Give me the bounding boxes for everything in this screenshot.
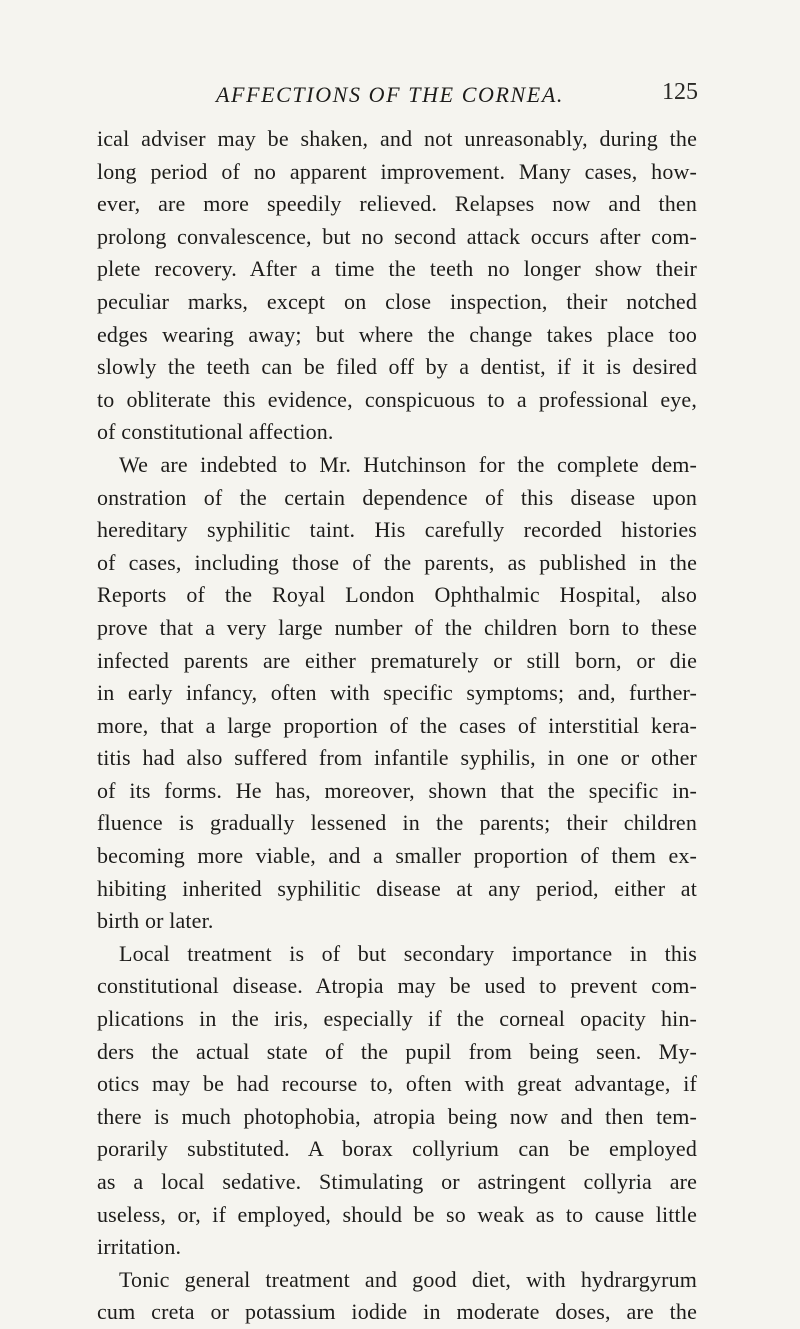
running-head: AFFECTIONS OF THE CORNEA. — [216, 82, 564, 107]
paragraph — [97, 1264, 697, 1329]
text-line: prolong convalescence, but no second attack occurs after com- — [97, 223, 697, 249]
text-line: onstration of the certain dependence of this disease upon — [97, 484, 697, 510]
text-line: titis had also suffered from infantile syphilis, in one or other — [97, 745, 697, 771]
text-line: of constitutional affection. — [97, 419, 334, 445]
paragraph — [97, 938, 697, 1264]
paragraph — [97, 449, 697, 938]
text-line: infected parents are either prematurely or still born, or die — [97, 647, 697, 673]
text-line: We are indebted to Mr. Hutchinson for the complete dem- — [119, 451, 697, 477]
text-line: plications in the iris, especially if the corneal opacity hin- — [97, 1006, 697, 1032]
text-line: ical adviser may be shaken, and not unreasonably, during the — [97, 126, 697, 151]
text-line: hibiting inherited syphilitic disease at any period, either at — [97, 875, 697, 901]
text-line: peculiar marks, except on close inspection, their notched — [97, 288, 697, 314]
text-line: fluence is gradually lessened in the parents; their children — [97, 810, 697, 836]
text-line: irritation. — [97, 1234, 182, 1260]
text-line: more, that a large proportion of the cases of interstitial kera- — [97, 712, 697, 738]
text-line: Tonic general treatment and good diet, with hydrargyrum — [119, 1266, 697, 1292]
text-line: Reports of the Royal London Ophthalmic Hospital, also — [97, 582, 697, 608]
text-line: edges wearing away; but where the change takes place too — [97, 321, 697, 347]
text-line: birth or later. — [97, 908, 214, 934]
text-line: Local treatment is of but secondary importance in this — [119, 940, 697, 966]
text-line: long period of no apparent improvement. Many cases, how- — [97, 158, 697, 184]
page-header — [150, 82, 630, 112]
text-line: of its forms. He has, moreover, shown that the specific in- — [97, 777, 697, 803]
text-line: ders the actual state of the pupil from being seen. My- — [97, 1038, 697, 1064]
text-line: in early infancy, often with specific symptoms; and, further- — [97, 680, 697, 706]
text-line: of cases, including those of the parents, as published in the — [97, 549, 697, 575]
paragraph — [97, 123, 697, 449]
text-line: prove that a very large number of the children born to these — [97, 614, 697, 640]
text-line: ever, are more speedily relieved. Relapses now and then — [97, 191, 697, 217]
body-text — [97, 123, 697, 1329]
text-line: constitutional disease. Atropia may be used to prevent com- — [97, 973, 697, 999]
text-line: useless, or, if employed, should be so weak as to cause little — [97, 1201, 697, 1227]
text-line: plete recovery. After a time the teeth no longer show their — [97, 256, 697, 282]
text-line: as a local sedative. Stimulating or astringent collyria are — [97, 1169, 697, 1194]
text-line: becoming more viable, and a smaller proportion of them ex- — [97, 843, 697, 869]
text-line: hereditary syphilitic taint. His carefully recorded histories — [97, 517, 697, 543]
text-line: to obliterate this evidence, conspicuous to a professional eye, — [97, 386, 697, 412]
text-line: slowly the teeth can be filed off by a dentist, if it is desired — [97, 354, 697, 380]
text-line: porarily substituted. A borax collyrium can be employed — [97, 1136, 697, 1162]
page-number: 125 — [662, 79, 698, 105]
text-line: cum creta or potassium iodide in moderate doses, are the — [97, 1299, 697, 1325]
text-line: otics may be had recourse to, often with great advantage, if — [97, 1071, 697, 1097]
text-line: there is much photophobia, atropia being now and then tem- — [97, 1103, 697, 1129]
